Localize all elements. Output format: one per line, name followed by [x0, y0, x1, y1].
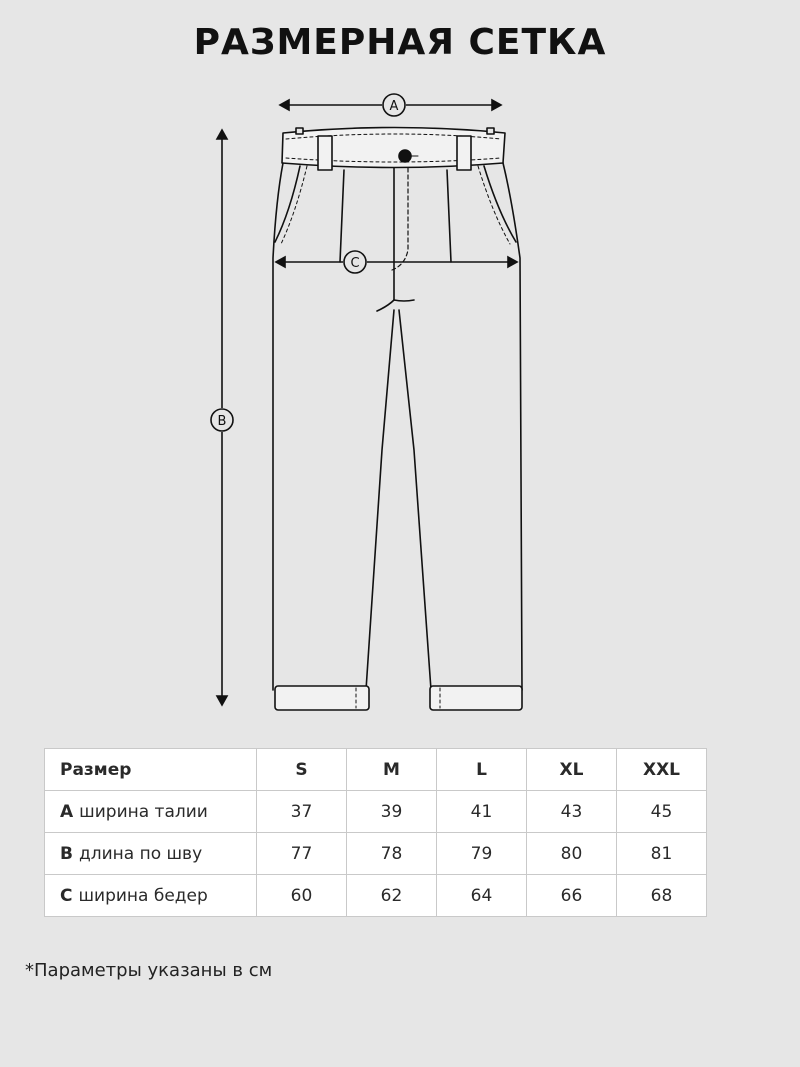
dimension-b-label: B	[217, 414, 227, 429]
table-row	[45, 791, 707, 833]
page-title: РАЗМЕРНАЯ СЕТКА	[193, 22, 607, 63]
row-label	[45, 833, 257, 875]
units-note: *Параметры указаны в см	[25, 960, 273, 981]
size-header-s: S	[257, 749, 347, 791]
table-cell: 68	[617, 875, 707, 917]
table-cell: 81	[617, 833, 707, 875]
row-label-text: ширина талии	[79, 801, 208, 822]
table-cell: 64	[437, 875, 527, 917]
table-row	[45, 875, 707, 917]
table-cell: 43	[527, 791, 617, 833]
table-row	[45, 833, 707, 875]
table-cell: 78	[347, 833, 437, 875]
row-letter: C	[60, 885, 73, 906]
table-header-row	[45, 749, 707, 791]
size-header-l: L	[437, 749, 527, 791]
size-header-xl: XL	[527, 749, 617, 791]
table-cell: 39	[347, 791, 437, 833]
table-cell: 77	[257, 833, 347, 875]
table-cell: 37	[257, 791, 347, 833]
size-header-xxl: XXL	[617, 749, 707, 791]
row-label-text: ширина бедер	[78, 885, 208, 906]
table-cell: 60	[257, 875, 347, 917]
table-cell: 62	[347, 875, 437, 917]
trousers-icon	[273, 128, 522, 711]
size-header-m: M	[347, 749, 437, 791]
row-label	[45, 875, 257, 917]
dimension-c	[276, 251, 517, 273]
dimension-c-label: C	[350, 256, 360, 271]
row-label-text: длина по шву	[78, 843, 203, 864]
table-cell: 80	[527, 833, 617, 875]
row-label	[45, 791, 257, 833]
table-cell: 79	[437, 833, 527, 875]
table-header-label: Размер	[45, 749, 257, 791]
row-letter: B	[60, 843, 73, 864]
size-table	[44, 748, 707, 917]
table-cell: 41	[437, 791, 527, 833]
table-cell: 45	[617, 791, 707, 833]
row-letter: A	[60, 801, 74, 822]
dimension-a-label: A	[389, 99, 399, 114]
table-cell: 66	[527, 875, 617, 917]
